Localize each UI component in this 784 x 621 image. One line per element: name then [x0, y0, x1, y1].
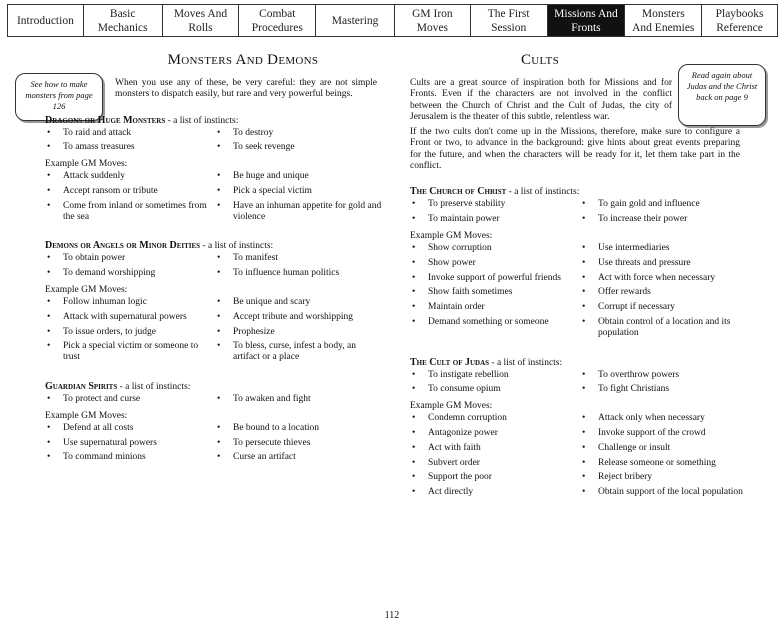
- instinct-list: [410, 199, 750, 229]
- group-heading-the-cult-of-judas: [410, 357, 750, 368]
- move-item: • Curse an artifact: [215, 452, 385, 463]
- group-name: The Cult of Judas: [410, 356, 490, 368]
- right-column: [410, 37, 750, 502]
- move-item: • Accept tribute and worshipping: [215, 312, 385, 323]
- move-item: • Attack only when necessary: [580, 413, 750, 424]
- instinct-item: • To obtain power: [45, 253, 215, 264]
- move-item: • To command minions: [45, 452, 215, 463]
- nav-tab-combat-procedures[interactable]: Combat Procedures: [239, 5, 316, 36]
- left-column: [45, 37, 385, 467]
- group-suffix: - a list of instincts:: [506, 187, 580, 198]
- group-heading-the-church-of-christ: [410, 186, 750, 197]
- move-item: • Pick a special victim: [215, 186, 385, 197]
- nav-tab-missions-and-fronts[interactable]: Missions And Fronts: [548, 5, 626, 36]
- nav-tab-moves-and-rolls[interactable]: Moves And Rolls: [163, 5, 240, 36]
- move-item: • Defend at all costs: [45, 423, 215, 434]
- instinct-item: • To raid and attack: [45, 128, 215, 139]
- instinct-item: • To manifest: [215, 253, 385, 264]
- move-item: • Come from inland or sometimes from the sea: [45, 201, 215, 223]
- group-heading-dragons-or-huge-monsters: [45, 115, 385, 126]
- move-item: • Invoke support of powerful friends: [410, 273, 580, 284]
- move-item: • Attack suddenly: [45, 171, 215, 182]
- group-name: The Church of Christ: [410, 186, 507, 198]
- move-item: • Obtain control of a location and its population: [580, 317, 750, 339]
- move-item: • Use supernatural powers: [45, 438, 215, 449]
- move-item: • Subvert order: [410, 458, 580, 469]
- group-heading-demons-or-angels-or-minor-deities: [45, 240, 385, 251]
- nav-tab-introduction[interactable]: Introduction: [8, 5, 84, 36]
- moves-list: [45, 171, 385, 226]
- move-item: • To persecute thieves: [215, 438, 385, 449]
- move-item: • Use intermediaries: [580, 243, 750, 254]
- instinct-item: • To influence human politics: [215, 268, 385, 279]
- instinct-list: [410, 370, 750, 400]
- move-item: • Show corruption: [410, 243, 580, 254]
- moves-list: [410, 243, 750, 343]
- instinct-item: • To instigate rebellion: [410, 370, 580, 381]
- instinct-item: • To consume opium: [410, 384, 580, 395]
- moves-list: [45, 297, 385, 367]
- group-heading-guardian-spirits: [45, 381, 385, 392]
- instinct-list: [45, 394, 385, 409]
- move-item: • Maintain order: [410, 302, 580, 313]
- nav-tab-mastering[interactable]: Mastering: [316, 5, 395, 36]
- group-suffix: - a list of instincts:: [200, 241, 274, 252]
- instinct-item: • To increase their power: [580, 214, 750, 225]
- move-item: • Have an inhuman appetite for gold and violence: [215, 201, 385, 223]
- moves-list: [410, 413, 750, 502]
- move-item: • Act with force when necessary: [580, 273, 750, 284]
- move-item: • Reject bribery: [580, 472, 750, 483]
- move-item: • To issue orders, to judge: [45, 327, 215, 338]
- move-item: • Be huge and unique: [215, 171, 385, 182]
- move-item: • Release someone or something: [580, 458, 750, 469]
- move-item: • Be bound to a location: [215, 423, 385, 434]
- group-name: Dragons or Huge Monsters: [45, 114, 166, 126]
- move-item: • Use threats and pressure: [580, 258, 750, 269]
- moves-label: Example GM Moves:: [410, 401, 493, 412]
- nav-tab-the-first-session[interactable]: The First Session: [471, 5, 548, 36]
- move-item: • To bless, curse, infest a body, an artifact or a place: [215, 341, 385, 363]
- move-item: • Obtain support of the local population: [580, 487, 750, 498]
- move-item: • Pick a special victim or someone to trust: [45, 341, 215, 363]
- move-item: • Act with faith: [410, 443, 580, 454]
- move-item: • Attack with supernatural powers: [45, 312, 215, 323]
- instinct-item: • To fight Christians: [580, 384, 750, 395]
- move-item: • Follow inhuman logic: [45, 297, 215, 308]
- monsters-intro: When you use any of these, be very careful: they are not simple monsters to dispatch easily, but rare and very powerful beings.: [115, 78, 377, 100]
- move-item: • Offer rewards: [580, 287, 750, 298]
- group-name: Demons or Angels or Minor Deities: [45, 240, 201, 252]
- instinct-list: [45, 128, 385, 158]
- chapter-nav: [7, 4, 778, 37]
- group-suffix: - a list of instincts:: [117, 381, 191, 392]
- group-name: Guardian Spirits: [45, 380, 118, 392]
- cults-intro: Cults are a great source of inspiration both for Missions and for Fronts. Even if the characters are not involved in the conflict between the Church of Christ and the Cult of Judas, the city of Jerusalem is the theater of this subtle, relentless war.: [410, 78, 672, 122]
- nav-tab-playbooks-reference[interactable]: Playbooks Reference: [715, 7, 764, 34]
- page-number: 112: [384, 610, 400, 621]
- page-content: [0, 37, 784, 621]
- moves-list: [45, 423, 385, 467]
- move-item: • Invoke support of the crowd: [580, 428, 750, 439]
- nav-tab-gm-iron-moves[interactable]: GM Iron Moves: [395, 5, 471, 36]
- move-item: • Support the poor: [410, 472, 580, 483]
- cults-paragraph-2: If the two cults don't come up in the Missions, therefore, make sure to configure a Front or two, to advance in the background: give hints about great events preparing for the future, and when the characters will be ready for it, let them take part in the conflict.: [410, 127, 740, 172]
- nav-tab-basic-mechanics[interactable]: Basic Mechanics: [84, 5, 163, 36]
- sidenote-monsters: See how to make monsters from page 126: [15, 73, 103, 121]
- instinct-item: • To seek revenge: [215, 142, 385, 153]
- group-suffix: - a list of instincts:: [165, 115, 239, 126]
- move-item: • Antagonize power: [410, 428, 580, 439]
- section-title-monsters: Monsters And Demons: [167, 52, 319, 68]
- instinct-list: [45, 253, 385, 283]
- move-item: • Be unique and scary: [215, 297, 385, 308]
- instinct-item: • To demand worshipping: [45, 268, 215, 279]
- moves-label: Example GM Moves:: [410, 230, 493, 241]
- move-item: • Accept ransom or tribute: [45, 186, 215, 197]
- move-item: • Prophesize: [215, 327, 385, 338]
- instinct-item: • To awaken and fight: [215, 394, 385, 405]
- instinct-item: • To gain gold and influence: [580, 199, 750, 210]
- instinct-item: • To protect and curse: [45, 394, 215, 405]
- move-item: • Condemn corruption: [410, 413, 580, 424]
- sidenote-cults: Read again about Judas and the Christ back on page 9: [678, 64, 766, 126]
- section-title-cults: Cults: [521, 52, 559, 68]
- move-item: • Challenge or insult: [580, 443, 750, 454]
- instinct-item: • To overthrow powers: [580, 370, 750, 381]
- instinct-item: • To maintain power: [410, 214, 580, 225]
- moves-label: Example GM Moves:: [45, 159, 128, 170]
- instinct-item: • To amass treasures: [45, 142, 215, 153]
- instinct-item: • To destroy: [215, 128, 385, 139]
- move-item: • Corrupt if necessary: [580, 302, 750, 313]
- move-item: • Show power: [410, 258, 580, 269]
- moves-label: Example GM Moves:: [45, 410, 128, 421]
- moves-label: Example GM Moves:: [45, 284, 128, 295]
- group-suffix: - a list of instincts:: [489, 357, 563, 368]
- nav-tab-monsters-and-enemies[interactable]: Monsters And Enemies: [625, 5, 702, 36]
- move-item: • Act directly: [410, 487, 580, 498]
- move-item: • Demand something or someone: [410, 317, 580, 339]
- instinct-item: • To preserve stability: [410, 199, 580, 210]
- move-item: • Show faith sometimes: [410, 287, 580, 298]
